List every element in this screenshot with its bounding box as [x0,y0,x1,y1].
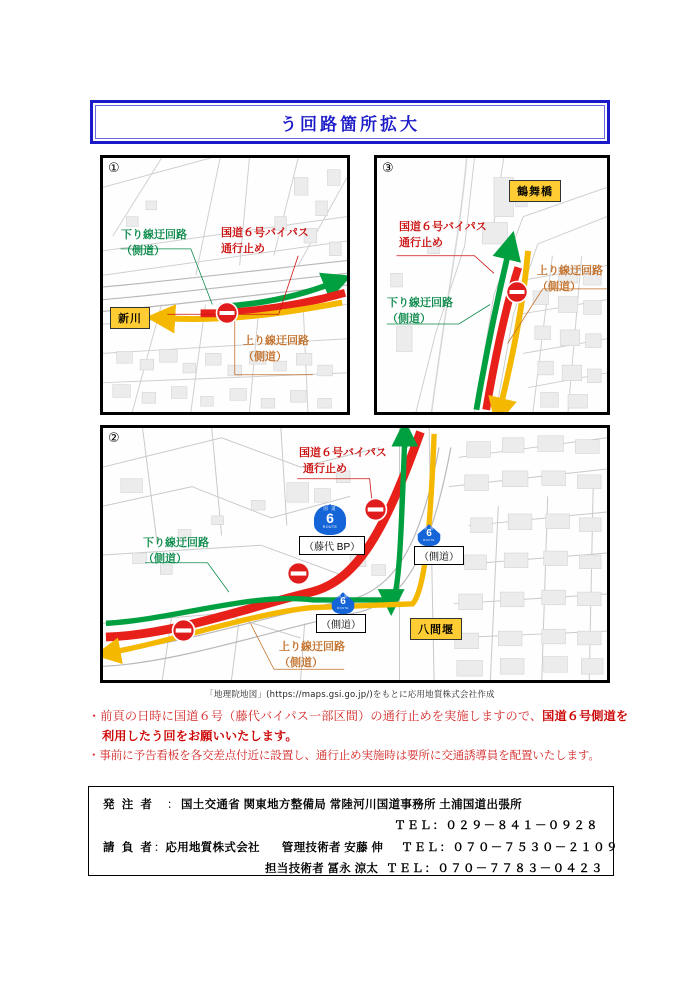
anno-closure-3: 国道６号バイパス 通行止め [399,221,487,249]
contact-colon: ： [153,841,166,854]
map-panel-3 [374,155,610,415]
note-1-part-a: ・前頁の日時に国道６号（藤代バイパス一部区間）の通行止めを実施しますので、 [88,709,543,723]
shield-bottom-text: ROUTE [423,539,435,542]
anno-closure-2: 国道６号バイパス 通行止め [299,447,387,475]
note-line-2: 利用したう回をお願いいたします。 [102,729,298,744]
contact-client-label: 発 注 者 [103,799,154,811]
place-label-hachikenzeki: 八間堰 [410,618,462,640]
no-entry-sign [505,280,529,309]
contact-manager-tel: ＴＥＬ：０７０－７５３０－２１０９ [401,841,619,854]
panel-number-2: ② [108,431,120,446]
anno-closure-1: 国道６号バイパス 通行止め [221,227,309,255]
notes-section [88,706,629,765]
map-panel-2 [100,425,610,683]
route-shield-6-sokudo-bottom [331,592,355,615]
shield-number: 6 [326,510,334,526]
shield-caption-sokudo-right: （側道） [414,546,464,565]
contact-row-client-tel [89,816,613,837]
leader-lines-1 [103,158,347,412]
route-shield-6-fujishiro [313,504,347,536]
contact-contractor-company: 応用地質株式会社 [165,841,260,854]
shield-top-text: 国 道 [337,594,349,598]
map-attribution: 「地理院地図」(https://maps.gsi.go.jp/)をもとに応用地質株式会社作成 [205,690,495,700]
place-label-shinkawa: 新川 [110,307,150,329]
contact-client-value: 国土交通省 関東地方整備局 常陸河川国道事務所 土浦国道出張所 [181,799,522,811]
anno-down-detour-3: 下り線迂回路 （側道） [387,297,453,325]
anno-up-detour-2: 上り線迂回路 （側道） [279,641,345,669]
shield-caption-fujishiro: （藤代 BP） [299,536,365,555]
contact-staff-tel: ＴＥＬ：０７０－７７８３－０４２３ [386,862,604,875]
contact-box [88,786,619,876]
no-entry-sign [215,301,239,330]
panel-number-1: ① [108,161,120,176]
page-title: う回路箇所拡大 [280,114,420,134]
shield-number: 6 [426,528,432,539]
contact-row-contractor [89,838,619,859]
anno-up-detour-1: 上り線迂回路 （側道） [243,335,309,363]
contact-manager-role: 管理技術者 安藤 伸 [281,841,384,854]
panel-number-3: ③ [382,161,394,176]
place-label-tsurumaibashi: 鶴舞橋 [509,180,561,202]
shield-bottom-text: ROUTE [322,525,338,529]
anno-down-detour-1: 下り線迂回路 （側道） [121,229,187,257]
shield-number: 6 [340,596,346,607]
note-1-part-b: 国道６号側道を [542,709,629,723]
no-entry-sign [286,561,311,591]
shield-top-text: 国 道 [323,506,337,511]
no-entry-sign [363,497,388,527]
route-shield-6-sokudo-right [417,524,441,547]
no-entry-sign [171,618,196,648]
contact-row-staff [89,859,613,880]
shield-bottom-text: ROUTE [337,607,349,610]
contact-row-client [89,795,613,816]
contact-staff-role: 担当技術者 冨永 涼太 [265,862,379,875]
anno-down-detour-2: 下り線迂回路 （側道） [143,537,209,565]
note-line-1 [88,706,629,726]
contact-colon: ： [167,799,179,811]
document-title-box [90,100,610,144]
contact-contractor-label: 請 負 者 [103,841,154,854]
contact-client-tel: ＴＥＬ：０２９－８４１－０９２８ [394,820,599,833]
shield-top-text: 国 道 [423,526,435,530]
map-panel-1 [100,155,350,415]
title-inner-frame [95,105,605,139]
note-line-3: ・事前に予告看板を各交差点付近に設置し、通行止め実施時は要所に交通誘導員を配置いたします。 [88,749,600,763]
shield-caption-sokudo-bottom: （側道） [316,614,366,633]
anno-up-detour-3: 上り線迂回路 （側道） [537,265,603,293]
